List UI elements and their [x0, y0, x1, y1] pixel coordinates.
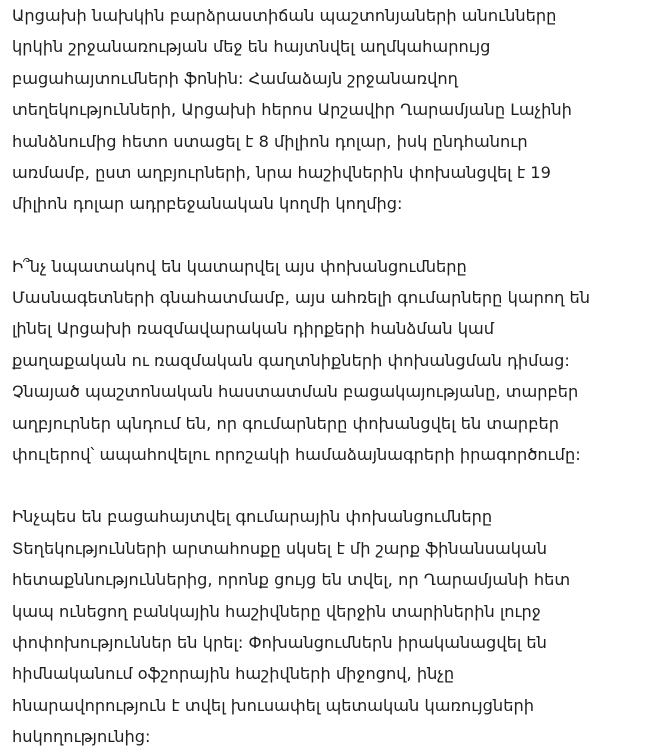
text-line: բացահայտումների ֆոնին: Համաձայն շրջանառվող: [12, 68, 458, 88]
text-line: հնարավորություն է տվել խուսափել պետական կառույցների: [12, 695, 534, 715]
text-line: հսկողությունից:: [12, 727, 151, 747]
paragraph-intro: [12, 0, 644, 220]
text-line: Չնայած պաշտոնական հաստատման բացակայությանը, տարբեր: [12, 382, 579, 402]
text-line: աղբյուրներ պնդում են, որ գումարները փոխանցվել են տարբեր: [12, 413, 559, 433]
text-line: Մասնագետների գնահատմամբ, այս աhռելի գումարները կարող են: [12, 288, 591, 308]
text-line: միլիոն դոլար ադրբեջանական կողմի կողմից:: [12, 194, 403, 214]
paragraph-disclosure: [12, 501, 644, 752]
text-line: քաղաքական ու ռազմական գաղտնիքների փոխանցման դիմաց:: [12, 350, 570, 370]
text-line: Արցախի նախկին բարձրաստիճան պաշտոնյաների անունները: [12, 6, 557, 25]
text-line: Տեղեկությունների արտահոսքը սկսել է մի շարք ֆինանսական: [12, 538, 548, 558]
section-heading: Ի՞նչ նպատակով են կատարվել այս փոխանցումները: [12, 256, 467, 276]
article-body: [12, 0, 644, 753]
text-line: լինել Արցախի ռազմավարական դիրքերի հանձման կամ: [12, 319, 495, 339]
text-line: տեղեկությունների, Արցախի հերոս Արշավիր Ղարամյանը Լաչինի: [12, 100, 572, 120]
paragraph-purpose: [12, 251, 644, 471]
text-line: կապ ունեցող բանկային հաշիվները վերջին տարիներին լուրջ: [12, 601, 541, 621]
text-line: հետաքննություններից, որոնք ցույց են տվել, որ Ղարամյանի հետ: [12, 570, 571, 590]
text-line: առմամբ, ըստ աղբյուրների, նրա հաշիվներին փոխանցվել է 19: [12, 163, 551, 183]
section-heading: Ինչպես են բացահայտվել գումարային փոխանցումները: [12, 507, 493, 527]
text-line: կրկին շրջանառության մեջ են հայտնվել աղմկահարույց: [12, 37, 491, 57]
paragraph-spacer: [12, 470, 644, 501]
paragraph-spacer: [12, 220, 644, 251]
text-line: փոփոխություններ են կրել: Փոխանցումներն իրականացվել են: [12, 632, 547, 652]
text-line: հանձնումից հետո ստացել է 8 միլիոն դոլար, իսկ ընդհանուր: [12, 131, 528, 151]
text-line: հիմնականում օֆշորային հաշիվների միջոցով, ինչը: [12, 664, 455, 684]
text-line: փուլերով՝ ապահովելու որոշակի համաձայնագրերի իրագործումը:: [12, 445, 581, 465]
